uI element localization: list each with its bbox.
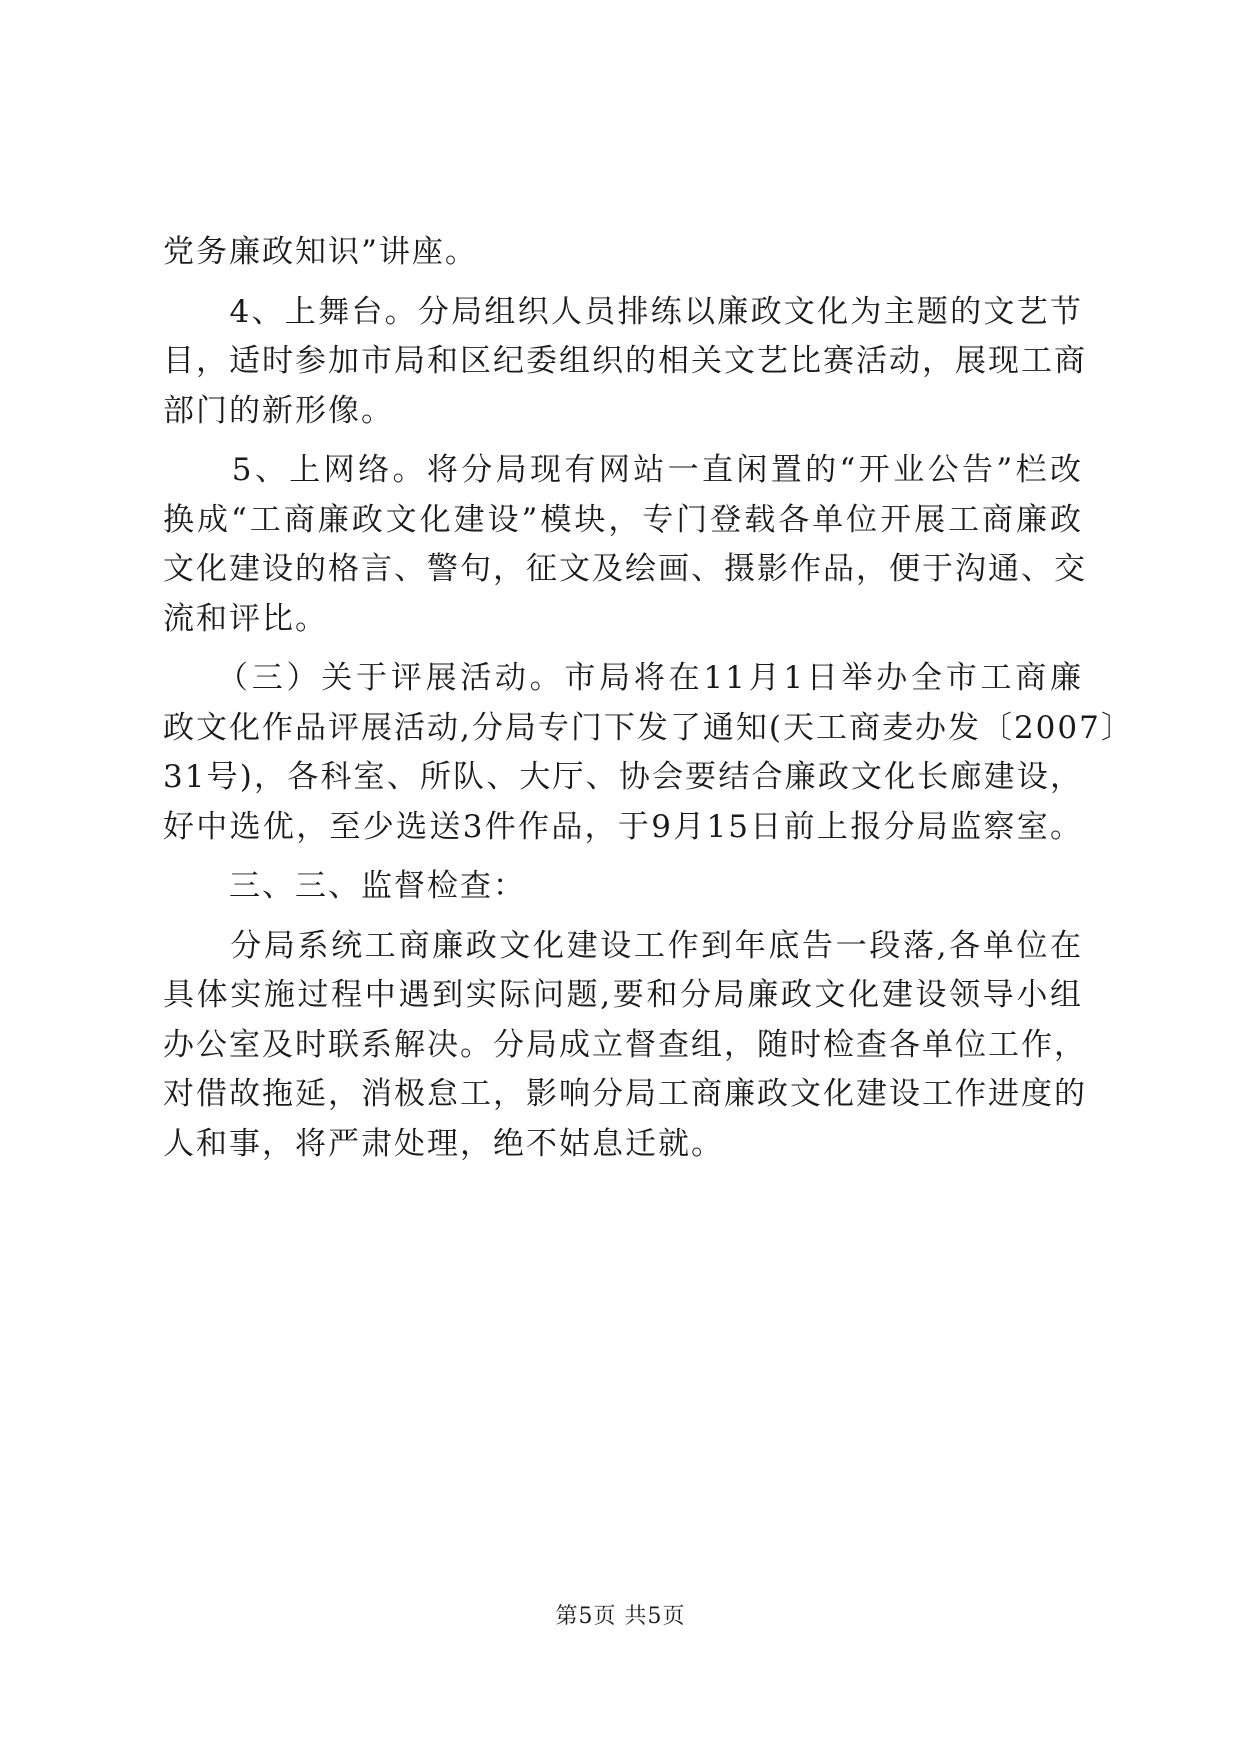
page-number: 第5页 共5页 [555,1604,686,1629]
text-line: 办公室及时联系解决。分局成立督查组，随时检查各单位工作， [163,1026,1087,1063]
paragraph-p3 [163,446,1087,644]
text-line: 4、上舞台。分局组织人员排练以廉政文化为主题的文艺节 [163,293,1083,330]
section-heading: 三、三、监督检查： [163,868,526,904]
text-line: （三）关于评展活动。市局将在11月1日举办全市工商廉 [163,660,1083,696]
text-line: 对借故拖延，消极怠工，影响分局工商廉政文化建设工作进度的 [163,1076,1087,1112]
text-line: 具体实施过程中遇到实际问题,要和分局廉政文化建设领导小组 [163,977,1083,1013]
text-line: 分局系统工商廉政文化建设工作到年底告一段落,各单位在 [163,927,1083,964]
text-line: 流和评比。 [163,600,328,637]
text-line: 31号)，各科室、所队、大厅、协会要结合廉政文化长廊建设， [163,759,1083,795]
text-line: 换成“工商廉政文化建设”模块，专门登载各单位开展工商廉政 [163,501,1083,538]
text-line: 文化建设的格言、警句，征文及绘画、摄影作品，便于沟通、交 [163,551,1087,587]
text-line: 部门的新形像。 [163,392,394,429]
text-line: 目，适时参加市局和区纪委组织的相关文艺比赛活动，展现工商 [163,343,1087,379]
document-body [163,228,1134,1169]
text-line: 党务廉政知识”讲座。 [163,234,478,270]
paragraph-p1 [163,228,1083,278]
paragraph-p4 [163,654,1134,852]
text-line: 人和事，将严肃处理，绝不姑息迁就。 [163,1125,724,1162]
paragraph-p2 [163,288,1087,437]
text-line: 好中选优，至少选送3件作品，于9月15日前上报分局监察室。 [163,808,1083,845]
text-line: 政文化作品评展活动,分局专门下发了通知(天工商麦办发〔2007〕 [163,709,1134,746]
text-line: 5、上网络。将分局现有网站一直闲置的“开业公告”栏改 [163,452,1083,488]
paragraph-p6 [163,922,1087,1170]
paragraph-p5 [163,862,1083,912]
